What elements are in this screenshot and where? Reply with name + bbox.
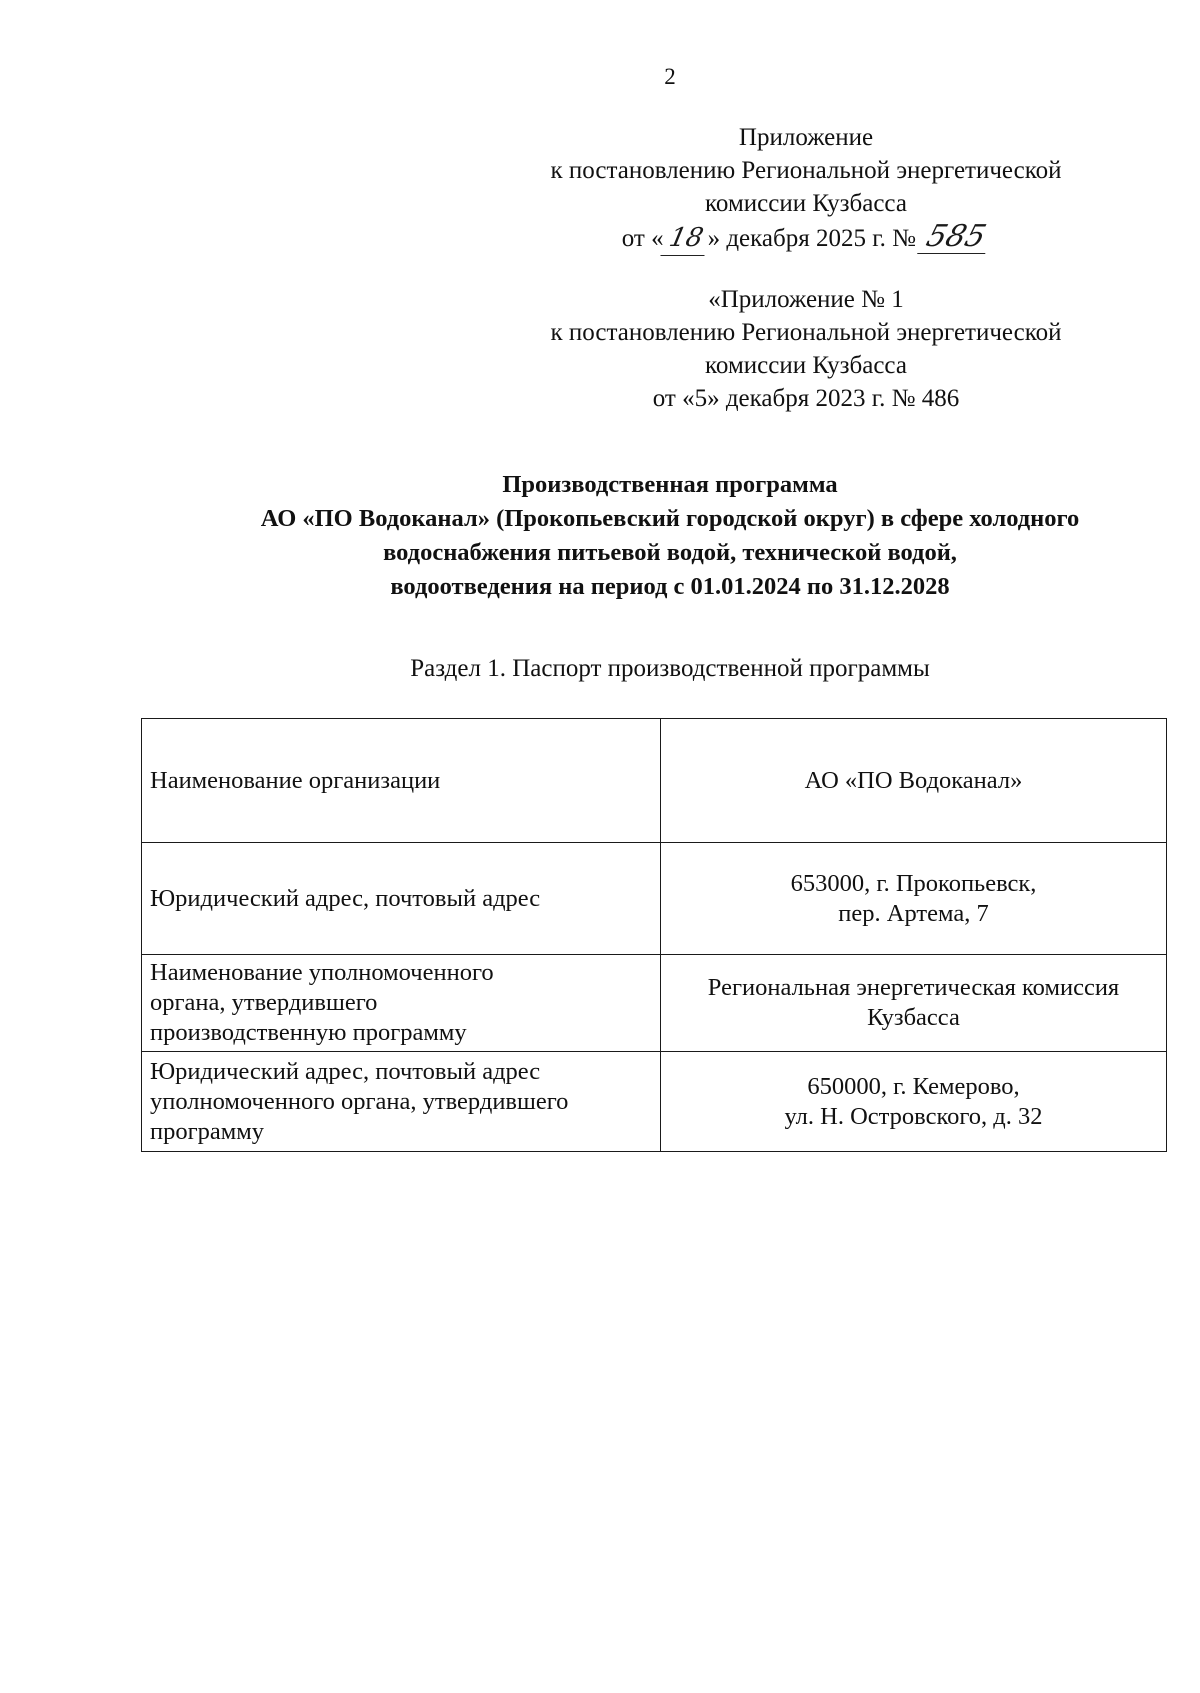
cell-text: 653000, г. Прокопьевск,	[790, 869, 1037, 897]
table-cell-value	[661, 1052, 1167, 1152]
program-title-line: АО «ПО Водоканал» (Прокопьевский городской округ) в сфере холодного	[260, 505, 1080, 532]
table-cell-value	[661, 955, 1167, 1052]
table-cell-label	[142, 1052, 661, 1152]
cell-text: АО «ПО Водоканал»	[804, 766, 1023, 794]
date-prefix: от «	[621, 225, 664, 252]
program-title	[0, 468, 1200, 604]
cell-text: органа, утвердившего	[150, 989, 378, 1016]
cell-text: Юридический адрес, почтовый адрес	[150, 884, 541, 912]
cell-text: ул. Н. Островского, д. 32	[784, 1102, 1043, 1130]
appendix-date-line	[500, 220, 1112, 256]
cell-text: Юридический адрес, почтовый адрес	[150, 1057, 541, 1085]
cell-text: Наименование организации	[150, 766, 441, 794]
appendix-current-block	[500, 121, 1112, 256]
appendix-title: Приложение	[738, 124, 874, 151]
appendix-commission-line: комиссии Кузбасса	[705, 190, 907, 217]
table-cell-label	[142, 719, 661, 843]
appendix-original-date-line: от «5» декабря 2023 г. № 486	[652, 385, 960, 412]
cell-text: Кузбасса	[867, 1004, 960, 1031]
passport-table	[141, 718, 1167, 1152]
program-title-line: Производственная программа	[502, 471, 838, 498]
page-number: 2	[664, 64, 676, 89]
appendix-original-title: «Приложение № 1	[708, 286, 904, 313]
cell-text: программу	[150, 1117, 265, 1145]
appendix-original-block	[500, 283, 1112, 415]
program-title-line: водоотведения на период с 01.01.2024 по 31.12.2028	[390, 573, 950, 600]
cell-text: 650000, г. Кемерово,	[807, 1072, 1020, 1100]
appendix-original-commission-line: комиссии Кузбасса	[705, 352, 907, 379]
section-title: Раздел 1. Паспорт производственной программы	[410, 655, 930, 682]
table-row	[142, 719, 1167, 843]
cell-text: Региональная энергетическая комиссия	[707, 974, 1120, 1001]
table-cell-value	[661, 719, 1167, 843]
cell-text: Наименование уполномоченного	[150, 959, 494, 986]
handwritten-number: 585	[917, 220, 995, 254]
table-cell-value	[661, 843, 1167, 955]
cell-text: производственную программу	[150, 1019, 467, 1046]
program-title-line: водоснабжения питьевой водой, технической водой,	[383, 539, 957, 566]
cell-text: уполномоченного органа, утвердившего	[150, 1087, 569, 1115]
table-cell-label	[142, 843, 661, 955]
cell-text: пер. Артема, 7	[838, 899, 989, 927]
table-row	[142, 843, 1167, 955]
table-row	[142, 955, 1167, 1052]
table-cell-label	[142, 955, 661, 1052]
appendix-resolution-line: к постановлению Региональной энергетической	[550, 157, 1062, 184]
appendix-original-resolution-line: к постановлению Региональной энергетической	[550, 319, 1062, 346]
table-row	[142, 1052, 1167, 1152]
date-middle: » декабря 2025 г. №	[707, 225, 917, 252]
handwritten-day: 18	[660, 222, 711, 256]
